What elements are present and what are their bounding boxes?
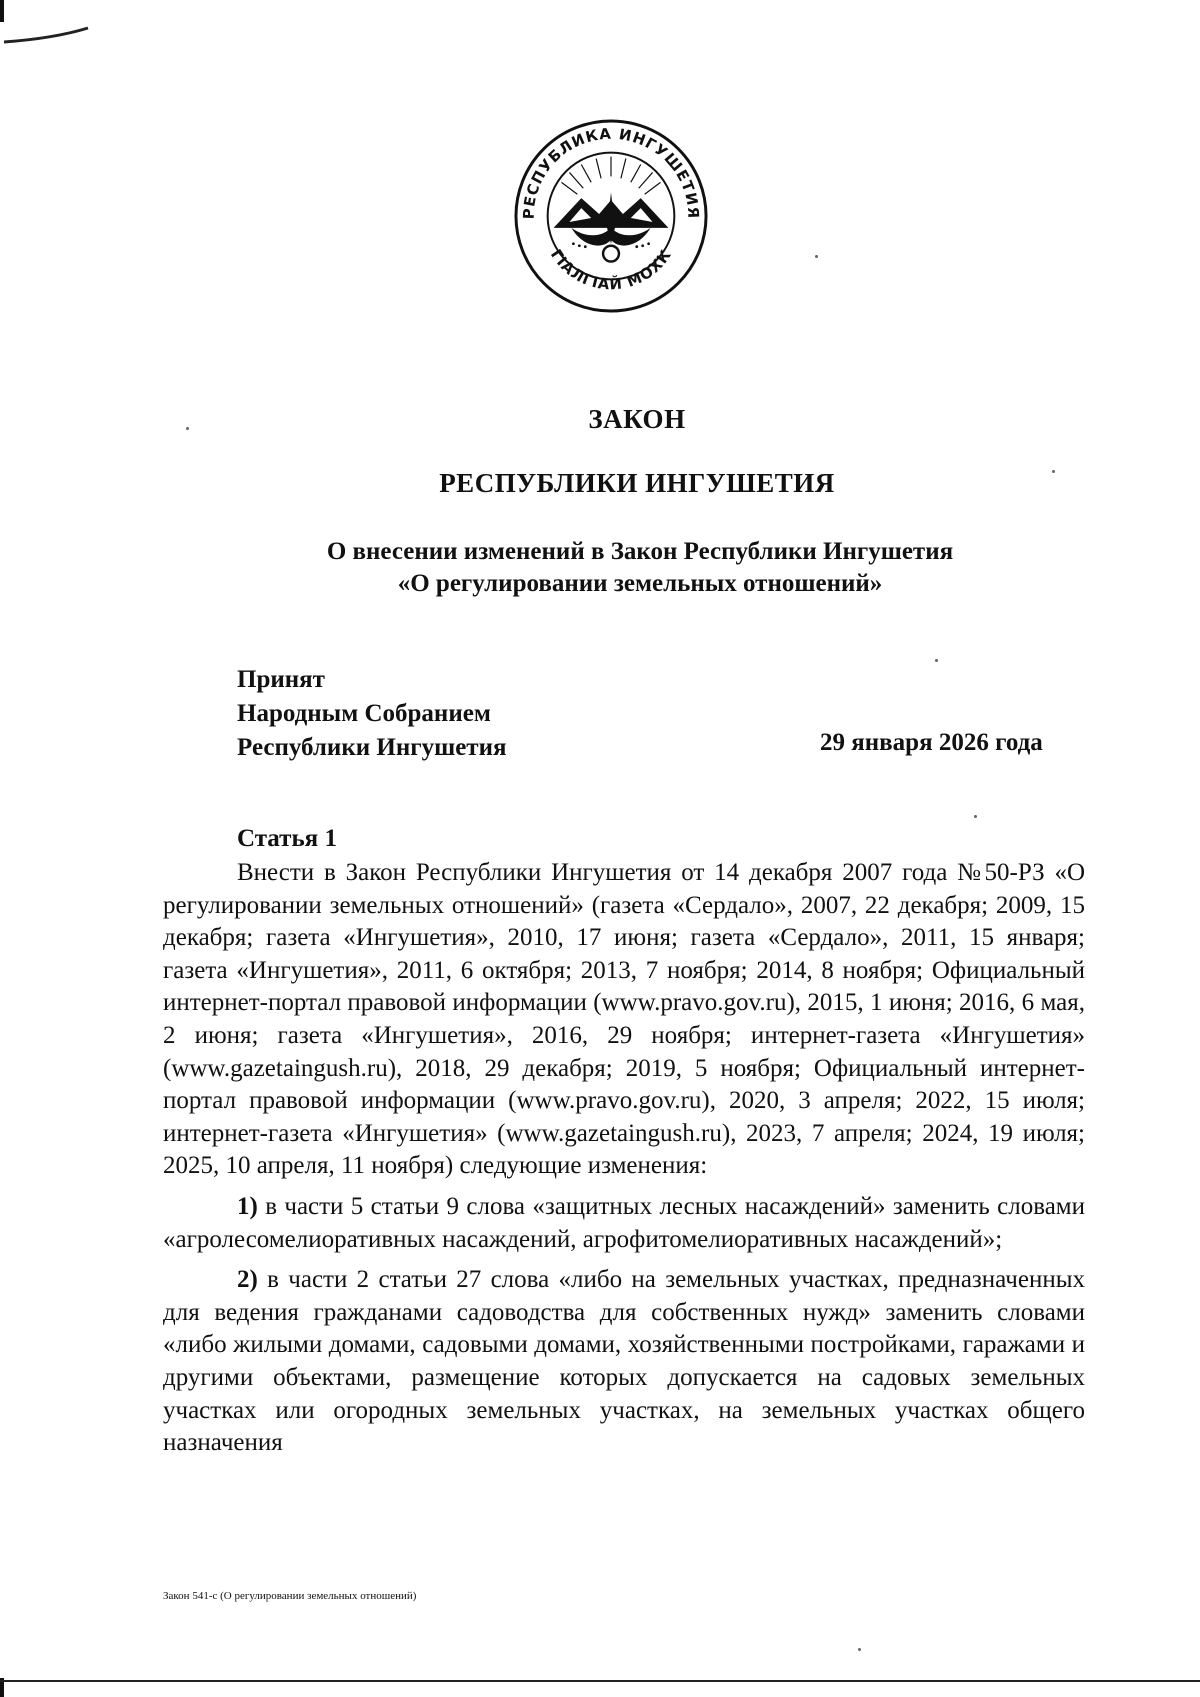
article-item-text: в части 5 статьи 9 слова «защитных лесных насаждений» заменить словами «агролесомелиоративных насаждений, агрофитомелиоративных насаждений»;	[163, 1192, 1086, 1253]
adoption-line-1: Принят	[237, 666, 325, 693]
footer-note: Закон 541-с (О регулировании земельных отношений)	[163, 1590, 417, 1602]
article-item-number: 1)	[237, 1192, 258, 1220]
emblem-top-text: РЕСПУБЛИКА ИНГУШЕТИЯ	[519, 124, 703, 220]
article-item-1	[163, 1191, 1085, 1256]
article-heading: Статья 1	[237, 825, 337, 852]
scan-speck	[1052, 470, 1055, 473]
article-item-text: в части 2 статьи 27 слова «либо на земельных участках, предназначенных для ведения гражданами садоводства для собственных нужд» заменить словами «либо жилыми домами, садовыми домами, хозяйственными постройками, гаражами и другими объектами, размещение которых допускается на садовых земельных участках или огородных земельных участках, на земельных участках общего назначения	[163, 1266, 1086, 1457]
article-body	[163, 857, 1085, 1460]
scan-speck	[815, 255, 818, 258]
adoption-date: 29 января 2026 года	[820, 729, 1043, 756]
document-republic: РЕСПУБЛИКИ ИНГУШЕТИЯ	[439, 468, 835, 498]
adoption-line-3: Республики Ингушетия	[237, 734, 507, 761]
scan-pen-stroke	[2, 22, 92, 46]
article-item-2	[163, 1264, 1085, 1460]
scan-speck	[858, 1648, 861, 1651]
article-item-number: 2)	[237, 1266, 258, 1294]
law-heading-line-1: О внесении изменений в Закон Республики Ингушетия	[326, 538, 954, 565]
republic-emblem-seal	[512, 117, 710, 315]
document-title: ЗАКОН	[588, 404, 686, 434]
scan-speck	[935, 659, 938, 662]
adoption-line-2: Народным Собранием	[237, 700, 491, 727]
scan-speck	[186, 427, 189, 430]
law-heading	[260, 536, 1020, 600]
scan-bottom-edge	[0, 1680, 1200, 1682]
emblem-bottom-text: ГIАЛГIАЙ МОХК	[546, 245, 676, 294]
article-intro-paragraph: Внести в Закон Республики Ингушетия от 14 декабря 2007 года №50-РЗ «О регулировании земельных отношений» (газета «Сердало», 2007, 22 декабря; 2009, 15 декабря; газета «Ингушетия», 2010, 17 июня; газета «Сердало», 2011, 15 января; газета «Ингушетия», 2011, 6 октября; 2013, 7 ноября; 2014, 8 ноября; Официальный интернет-портал правовой информации (www.pravo.gov.ru), 2015, 1 июня; 2016, 6 мая, 2 июня; газета «Ингушетия», 2016, 29 ноября; интернет-газета «Ингушетия» (www.gazetaingush.ru), 2018, 29 декабря; 2019, 5 ноября; Официальный интернет-портал правовой информации (www.pravo.gov.ru), 2020, 3 апреля; 2022, 15 июля; интернет-газета «Ингушетия» (www.gazetaingush.ru), 2023, 7 апреля; 2024, 19 июля; 2025, 10 апреля, 11 ноября) следующие изменения:	[163, 859, 1085, 1180]
scan-speck	[974, 815, 977, 818]
adoption-block	[237, 663, 507, 765]
scan-corner-mark-top	[0, 0, 4, 22]
law-heading-line-2: «О регулировании земельных отношений»	[397, 570, 883, 597]
